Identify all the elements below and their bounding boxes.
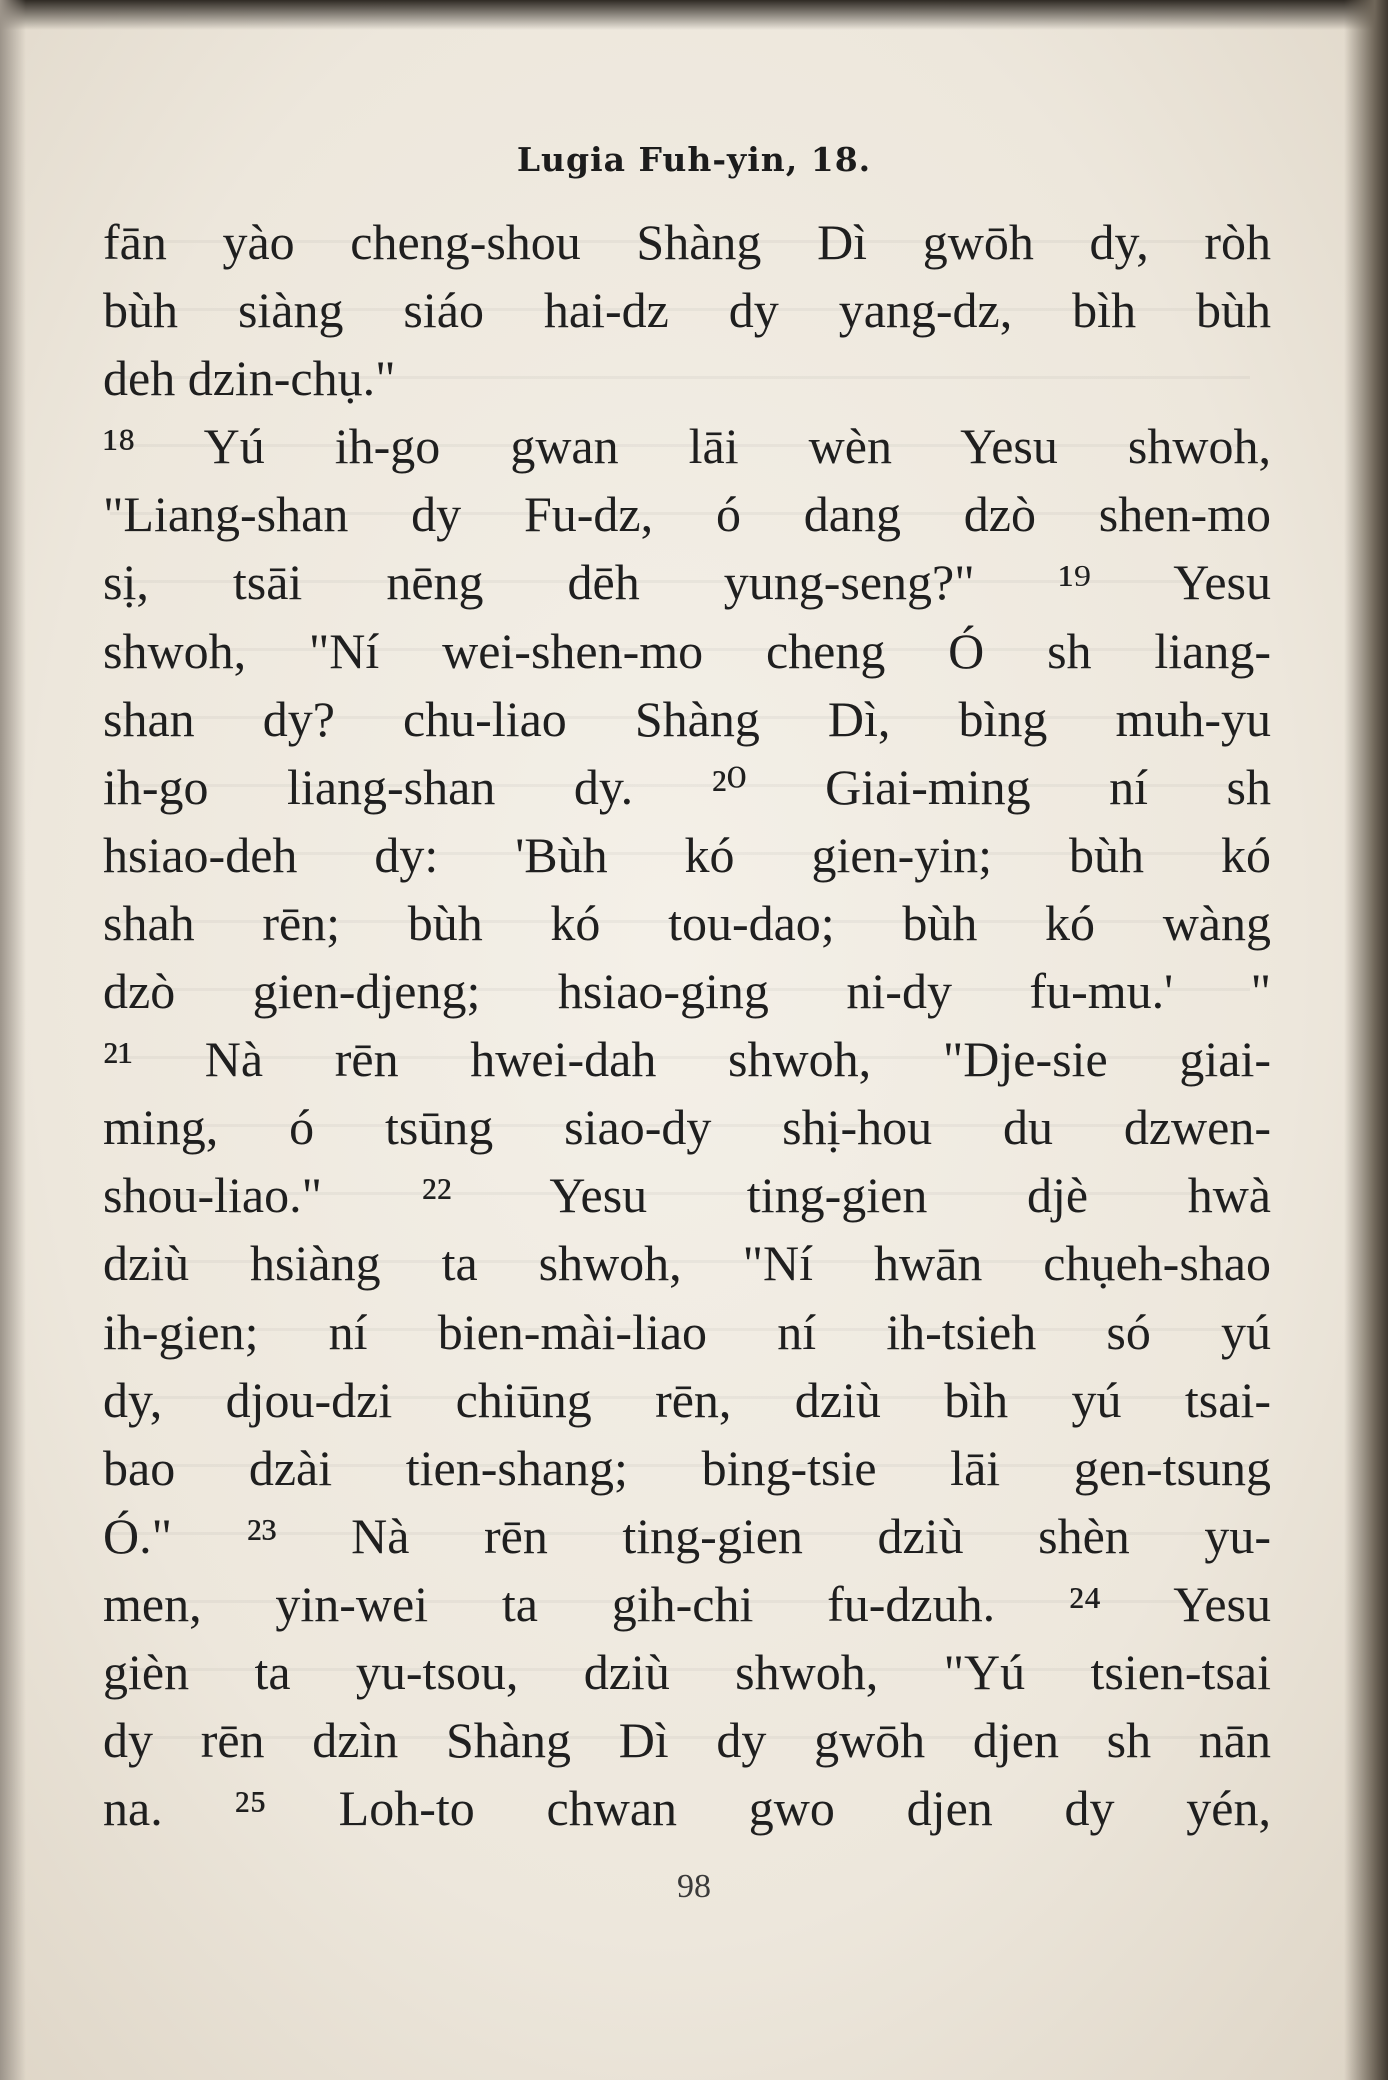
text-line: bùh siàng siáo hai-dz dy yang-dz, bìh bùh xyxy=(103,282,1271,339)
text-line: ming, ó tsūng siao-dy shị-hou du dzwen- xyxy=(103,1099,1271,1156)
text-line: Ó." ²³ Nà rēn ting-gien dziù shèn yu- xyxy=(103,1507,1271,1564)
body-text xyxy=(103,208,1271,1842)
text-line: na. ²⁵ Loh-to chwan gwo djen dy yén, xyxy=(103,1780,1271,1837)
text-line: ¹⁸ Yú ih-go gwan lāi wèn Yesu shwoh, xyxy=(103,418,1271,475)
text-line: deh dzin-chụ." xyxy=(103,350,396,407)
text-line: men, yin-wei ta gih-chi fu-dzuh. ²⁴ Yesu xyxy=(103,1575,1271,1632)
page-number: 98 xyxy=(677,1868,711,1905)
text-line: ih-gien; ní bien-mài-liao ní ih-tsieh só yú xyxy=(103,1303,1271,1360)
text-line: shan dy? chu-liao Shàng Dì, bìng muh-yu xyxy=(103,690,1271,747)
text-line: sị, tsāi nēng dēh yung-seng?" ¹⁹ Yesu xyxy=(103,554,1271,611)
text-line: gièn ta yu-tsou, dziù shwoh, "Yú tsien-tsai xyxy=(103,1643,1271,1700)
text-line: shwoh, "Ní wei-shen-mo cheng Ó sh liang- xyxy=(103,622,1271,679)
page-edge-shadow xyxy=(1344,0,1388,2080)
text-line: dziù hsiàng ta shwoh, "Ní hwān chụeh-shao xyxy=(103,1235,1271,1292)
running-head: Lugia Fuh-yin, 18. xyxy=(516,140,872,179)
text-line: ih-go liang-shan dy. ²⁰ Giai-ming ní sh xyxy=(103,758,1271,815)
gutter-shadow xyxy=(0,0,26,2080)
text-line: "Liang-shan dy Fu-dz, ó dang dzò shen-mo xyxy=(103,486,1271,543)
text-line: fān yào cheng-shou Shàng Dì gwōh dy, ròh xyxy=(103,214,1271,270)
text-line: bao dzài tien-shang; bing-tsie lāi gen-tsung xyxy=(103,1439,1271,1496)
text-line: hsiao-deh dy: 'Bùh kó gien-yin; bùh kó xyxy=(103,826,1271,883)
text-line: dy rēn dzìn Shàng Dì dy gwōh djen sh nān xyxy=(103,1712,1271,1769)
text-line: shah rēn; bùh kó tou-dao; bùh kó wàng xyxy=(103,894,1271,951)
text-line: dy, djou-dzi chiūng rēn, dziù bìh yú tsai- xyxy=(103,1371,1271,1428)
text-line: shou-liao." ²² Yesu ting-gien djè hwà xyxy=(103,1167,1271,1224)
top-edge-shadow xyxy=(0,0,1388,30)
text-line: ²¹ Nà rēn hwei-dah shwoh, "Dje-sie giai- xyxy=(103,1031,1271,1088)
text-line: dzò gien-djeng; hsiao-ging ni-dy fu-mu.' " xyxy=(103,963,1271,1020)
